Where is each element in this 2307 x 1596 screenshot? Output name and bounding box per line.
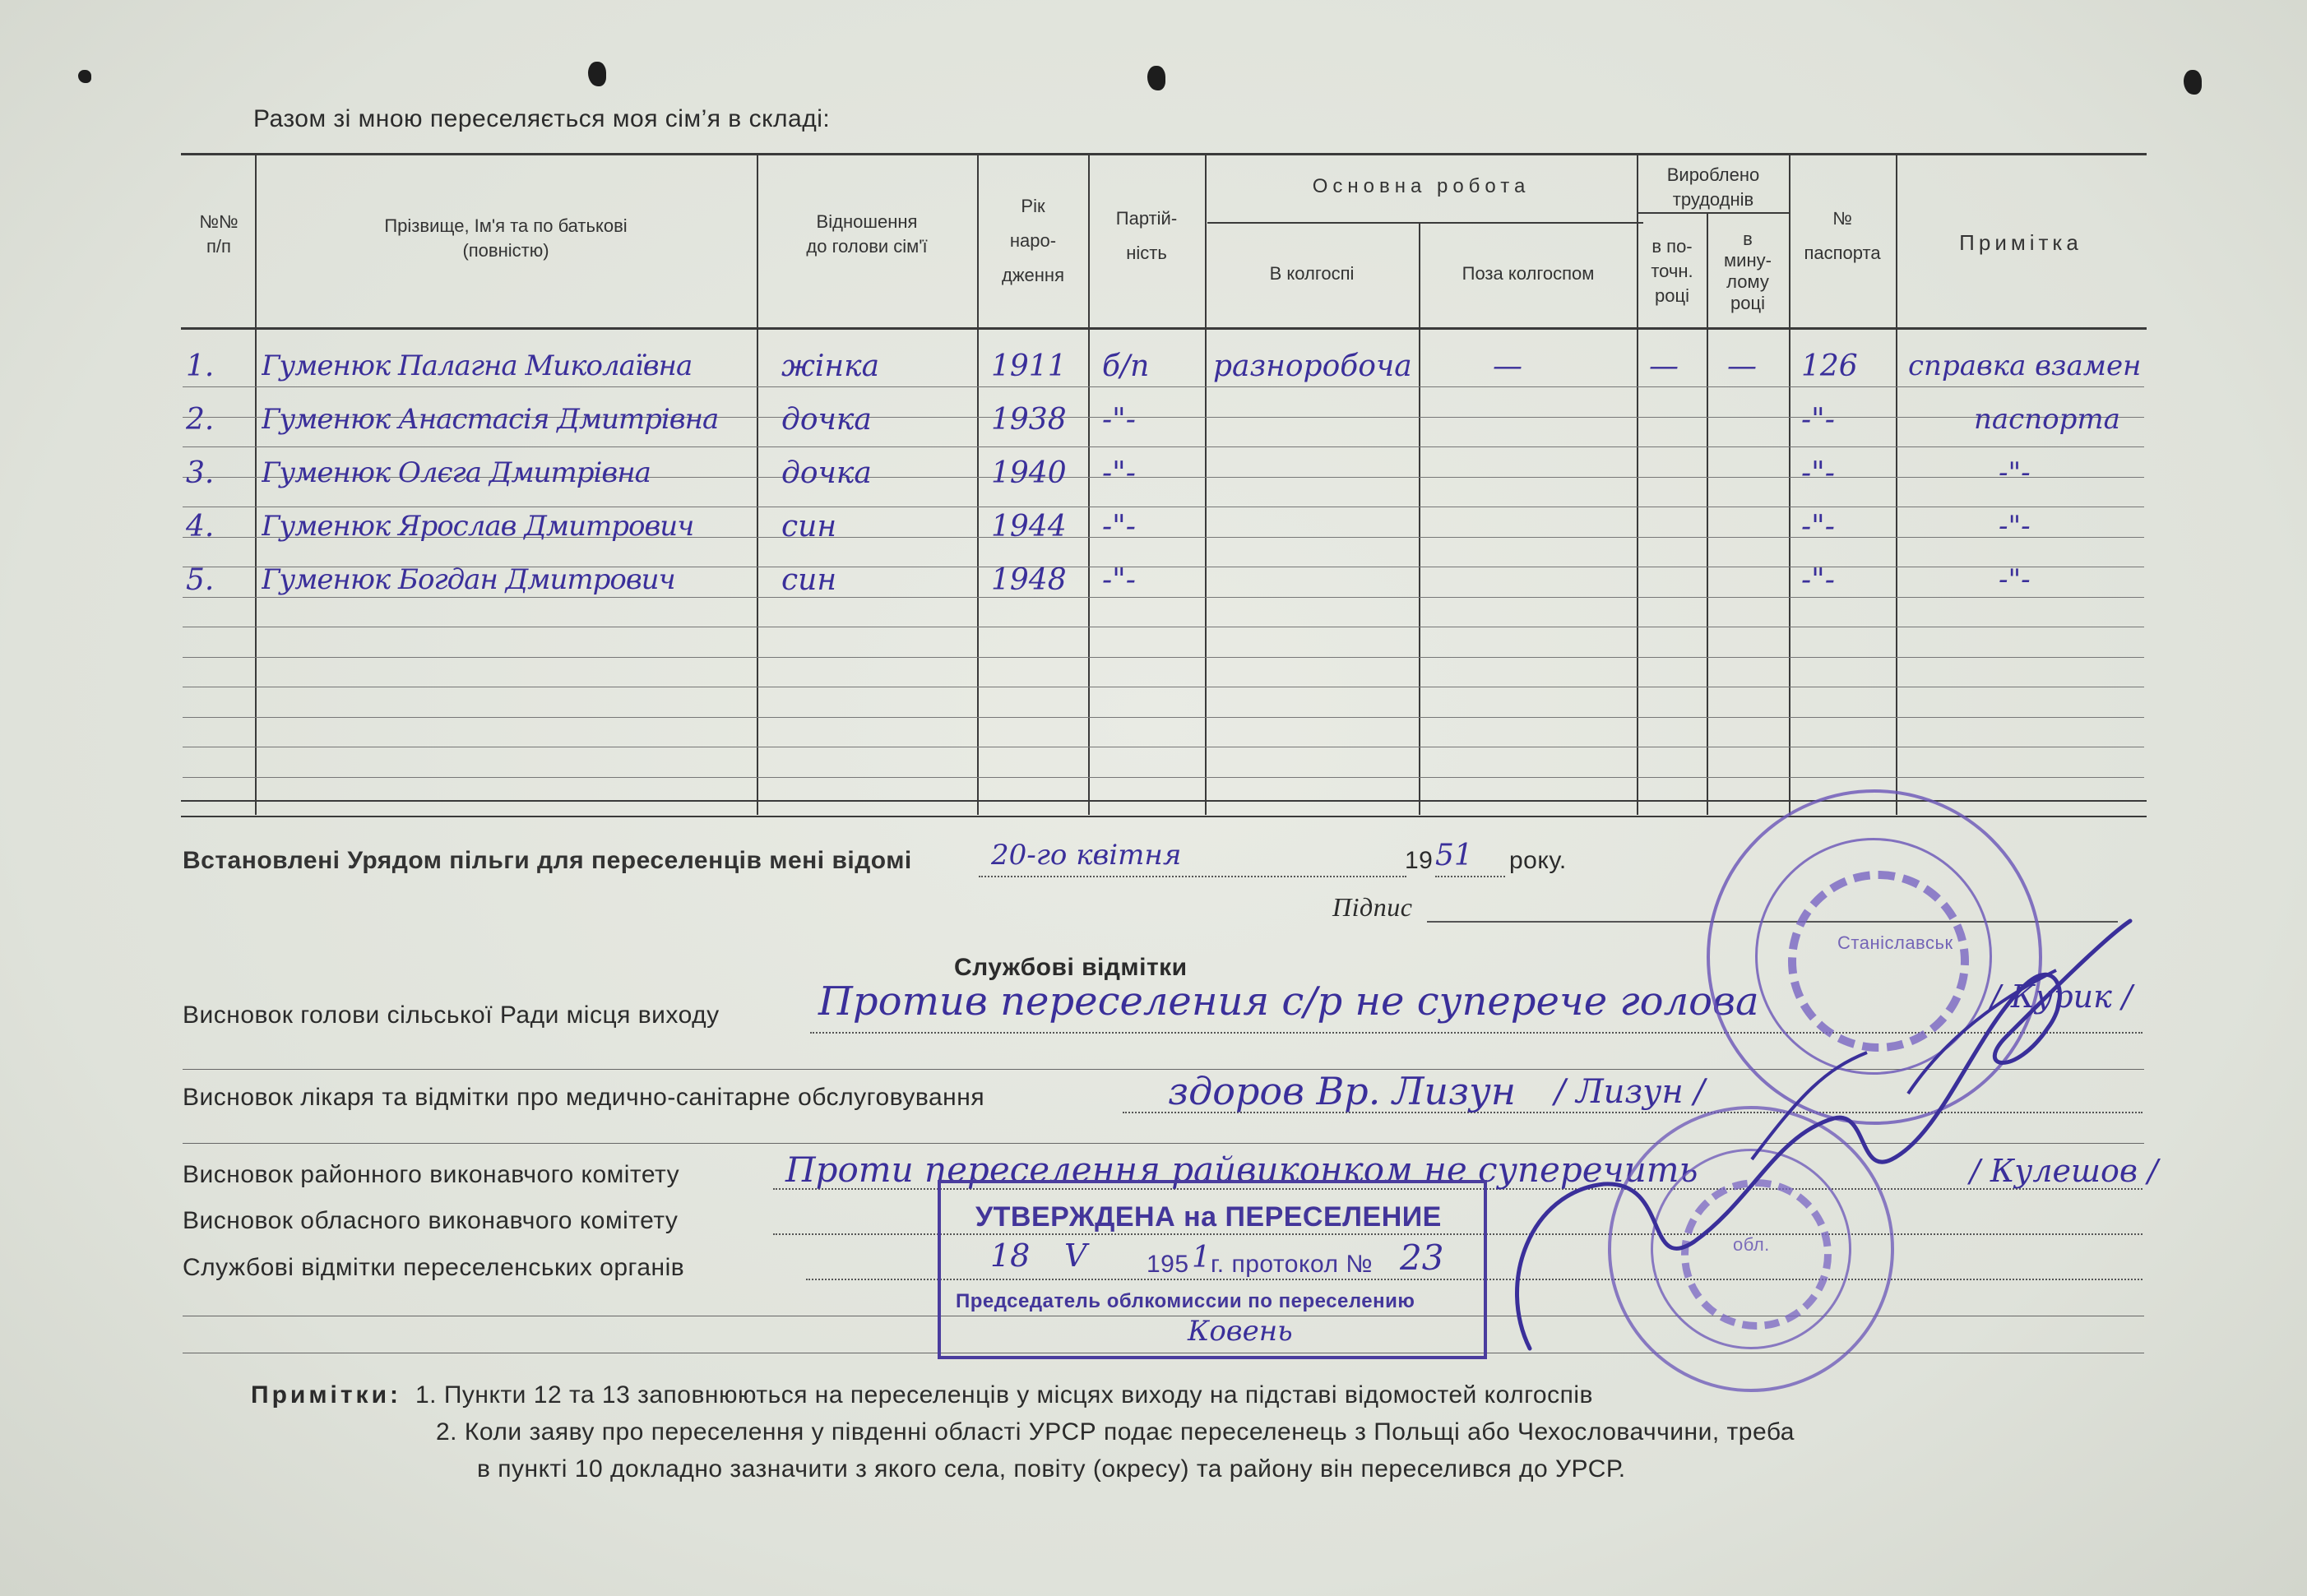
- row-number: 5.: [186, 563, 215, 597]
- header-name: Прізвище, Ім'я та по батькові (повністю): [384, 215, 628, 261]
- row-number: 3.: [186, 456, 215, 490]
- row-name: Гуменюк Анастасія Дмитрівна: [262, 403, 719, 436]
- row-year: 1940: [991, 456, 1067, 490]
- row-number: 2.: [186, 403, 215, 437]
- row-relation: дочка: [781, 456, 872, 490]
- header-num: №№ п/п: [199, 211, 239, 257]
- stamp-protocol: г. протокол №: [1211, 1251, 1374, 1278]
- row-passport: -"-: [1801, 563, 1835, 597]
- row-note: -"-: [1999, 456, 2031, 489]
- row-rule-line: [183, 446, 2144, 447]
- signature-label: Підпис: [1332, 892, 1413, 922]
- row-year: 1938: [991, 403, 1067, 437]
- row-passport: -"-: [1801, 403, 1835, 437]
- row-rule-line: [183, 386, 2144, 387]
- header-party: Партій- ність: [1115, 208, 1178, 263]
- row-relation: дочка: [781, 403, 872, 437]
- district-label: Висновок районного виконавчого комітету: [183, 1161, 680, 1188]
- doctor-conclusion: здоров Вр. Лизун: [1168, 1069, 1517, 1113]
- notes-label: Примітки:: [251, 1381, 401, 1409]
- row-rule-line: [183, 777, 2144, 778]
- row-relation: син: [781, 510, 837, 544]
- row-passport: 126: [1801, 349, 1858, 383]
- form-header-title: Разом зі мною переселяється моя сім’я в складі:: [253, 105, 831, 132]
- note-2b: в пункті 10 докладно зазначити з якого села, повіту (окресу) та району він переселився до УРСР.: [477, 1455, 1626, 1483]
- row-party: -"-: [1102, 510, 1136, 544]
- row-number: 4.: [186, 510, 215, 544]
- doctor-label: Висновок лікаря та відмітки про медично-санітарне обслуговування: [183, 1084, 985, 1111]
- benefits-date: 20-го квітня: [991, 839, 1182, 872]
- header-work-in: В колгоспі: [1269, 263, 1355, 284]
- row-party: -"-: [1102, 456, 1136, 490]
- row-number: 1.: [186, 349, 215, 383]
- row-note: справка взамен: [1908, 349, 2142, 382]
- stamp-year-prefix: 195: [1147, 1251, 1189, 1278]
- row-party: -"-: [1102, 563, 1136, 597]
- row-note: -"-: [1999, 510, 2031, 543]
- row-name: Гуменюк Ярослав Дмитрович: [262, 510, 694, 543]
- row-note: -"-: [1999, 563, 2031, 596]
- stamp-chair: Председатель облкомиссии по переселению: [956, 1290, 1415, 1312]
- row-party: -"-: [1102, 403, 1136, 437]
- district-conclusion: Проти переселення райвиконком не суперечить: [785, 1150, 1698, 1190]
- row-work-collective: разноробоча: [1213, 349, 1412, 383]
- note-2a: 2. Коли заяву про переселення у південні області УРСР подає переселенець з Польщі або Чехословаччини, треба: [436, 1418, 1795, 1446]
- header-relation: Відношення до голови сім'ї: [806, 211, 928, 257]
- village-conclusion: Против переселения с/р не суперече голова: [818, 978, 1759, 1025]
- header-passport: № паспорта: [1804, 208, 1881, 263]
- benefits-label: Встановлені Урядом пільги для переселенців мені відомі: [183, 847, 912, 874]
- punch-hole: [78, 70, 91, 83]
- stamp-day: 18: [990, 1237, 1031, 1274]
- row-days-previous: —: [1727, 349, 1757, 383]
- punch-hole: [1147, 66, 1165, 90]
- stamp-chair-signature: Ковень: [1188, 1315, 1293, 1348]
- row-days-current: —: [1649, 349, 1679, 383]
- stamp-year: 1: [1192, 1241, 1211, 1274]
- row-name: Гуменюк Олєга Дмитрівна: [262, 456, 651, 489]
- row-work-outside: —: [1493, 349, 1522, 383]
- row-note: паспорта: [1974, 403, 2120, 436]
- resettle-label: Службові відмітки переселенських органів: [183, 1254, 685, 1281]
- stamp-title: УТВЕРЖДЕНА на ПЕРЕСЕЛЕНИЕ: [975, 1201, 1442, 1233]
- note-1: 1. Пункти 12 та 13 заповнюються на переселенців у місцях виходу на підставі відомостей колгоспів: [415, 1381, 1593, 1409]
- header-note: Примітка: [1959, 230, 2082, 255]
- large-signature: [1480, 888, 2155, 1381]
- row-name: Гуменюк Палагна Миколаївна: [262, 349, 693, 382]
- district-signature: / Кулешов /: [1970, 1153, 2158, 1189]
- doctor-signature: / Лизун /: [1554, 1073, 1705, 1111]
- header-year: Рік наро- дження: [1001, 196, 1064, 285]
- row-year: 1911: [991, 349, 1067, 383]
- stamp-protocol-number: 23: [1400, 1237, 1444, 1278]
- row-rule-line: [183, 597, 2144, 598]
- benefits-year-suffix: року.: [1509, 847, 1567, 874]
- header-days-current: в по- точн. році: [1651, 236, 1693, 306]
- row-passport: -"-: [1801, 510, 1835, 544]
- row-year: 1944: [991, 510, 1067, 544]
- row-relation: син: [781, 563, 837, 597]
- stamp-month: V: [1064, 1237, 1087, 1274]
- row-relation: жінка: [781, 349, 880, 383]
- row-passport: -"-: [1801, 456, 1835, 490]
- benefits-year: 51: [1435, 839, 1473, 872]
- approval-stamp: [938, 1180, 1487, 1359]
- round-seal-village-center: Станіславськ: [1837, 932, 1953, 953]
- header-days: Вироблено трудоднів: [1666, 164, 1760, 210]
- header-work: Основна робота: [1312, 175, 1531, 197]
- header-days-previous: в мину- лому році: [1724, 229, 1772, 313]
- round-seal-district-center: обл.: [1733, 1234, 1770, 1255]
- benefits-year-prefix: 19: [1405, 847, 1434, 874]
- village-label: Висновок голови сільської Ради місця виходу: [183, 1002, 720, 1029]
- header-work-out: Поза колгоспом: [1462, 263, 1595, 284]
- row-rule-line: [183, 657, 2144, 658]
- row-name: Гуменюк Богдан Дмитрович: [262, 563, 675, 596]
- row-party: б/п: [1102, 349, 1150, 383]
- punch-hole: [2184, 70, 2202, 95]
- row-rule-line: [183, 717, 2144, 718]
- service-title: Службові відмітки: [954, 954, 1188, 981]
- village-signature: / Курик /: [1990, 978, 2133, 1015]
- row-year: 1948: [991, 563, 1067, 597]
- oblast-label: Висновок обласного виконавчого комітету: [183, 1207, 679, 1234]
- punch-hole: [588, 62, 606, 86]
